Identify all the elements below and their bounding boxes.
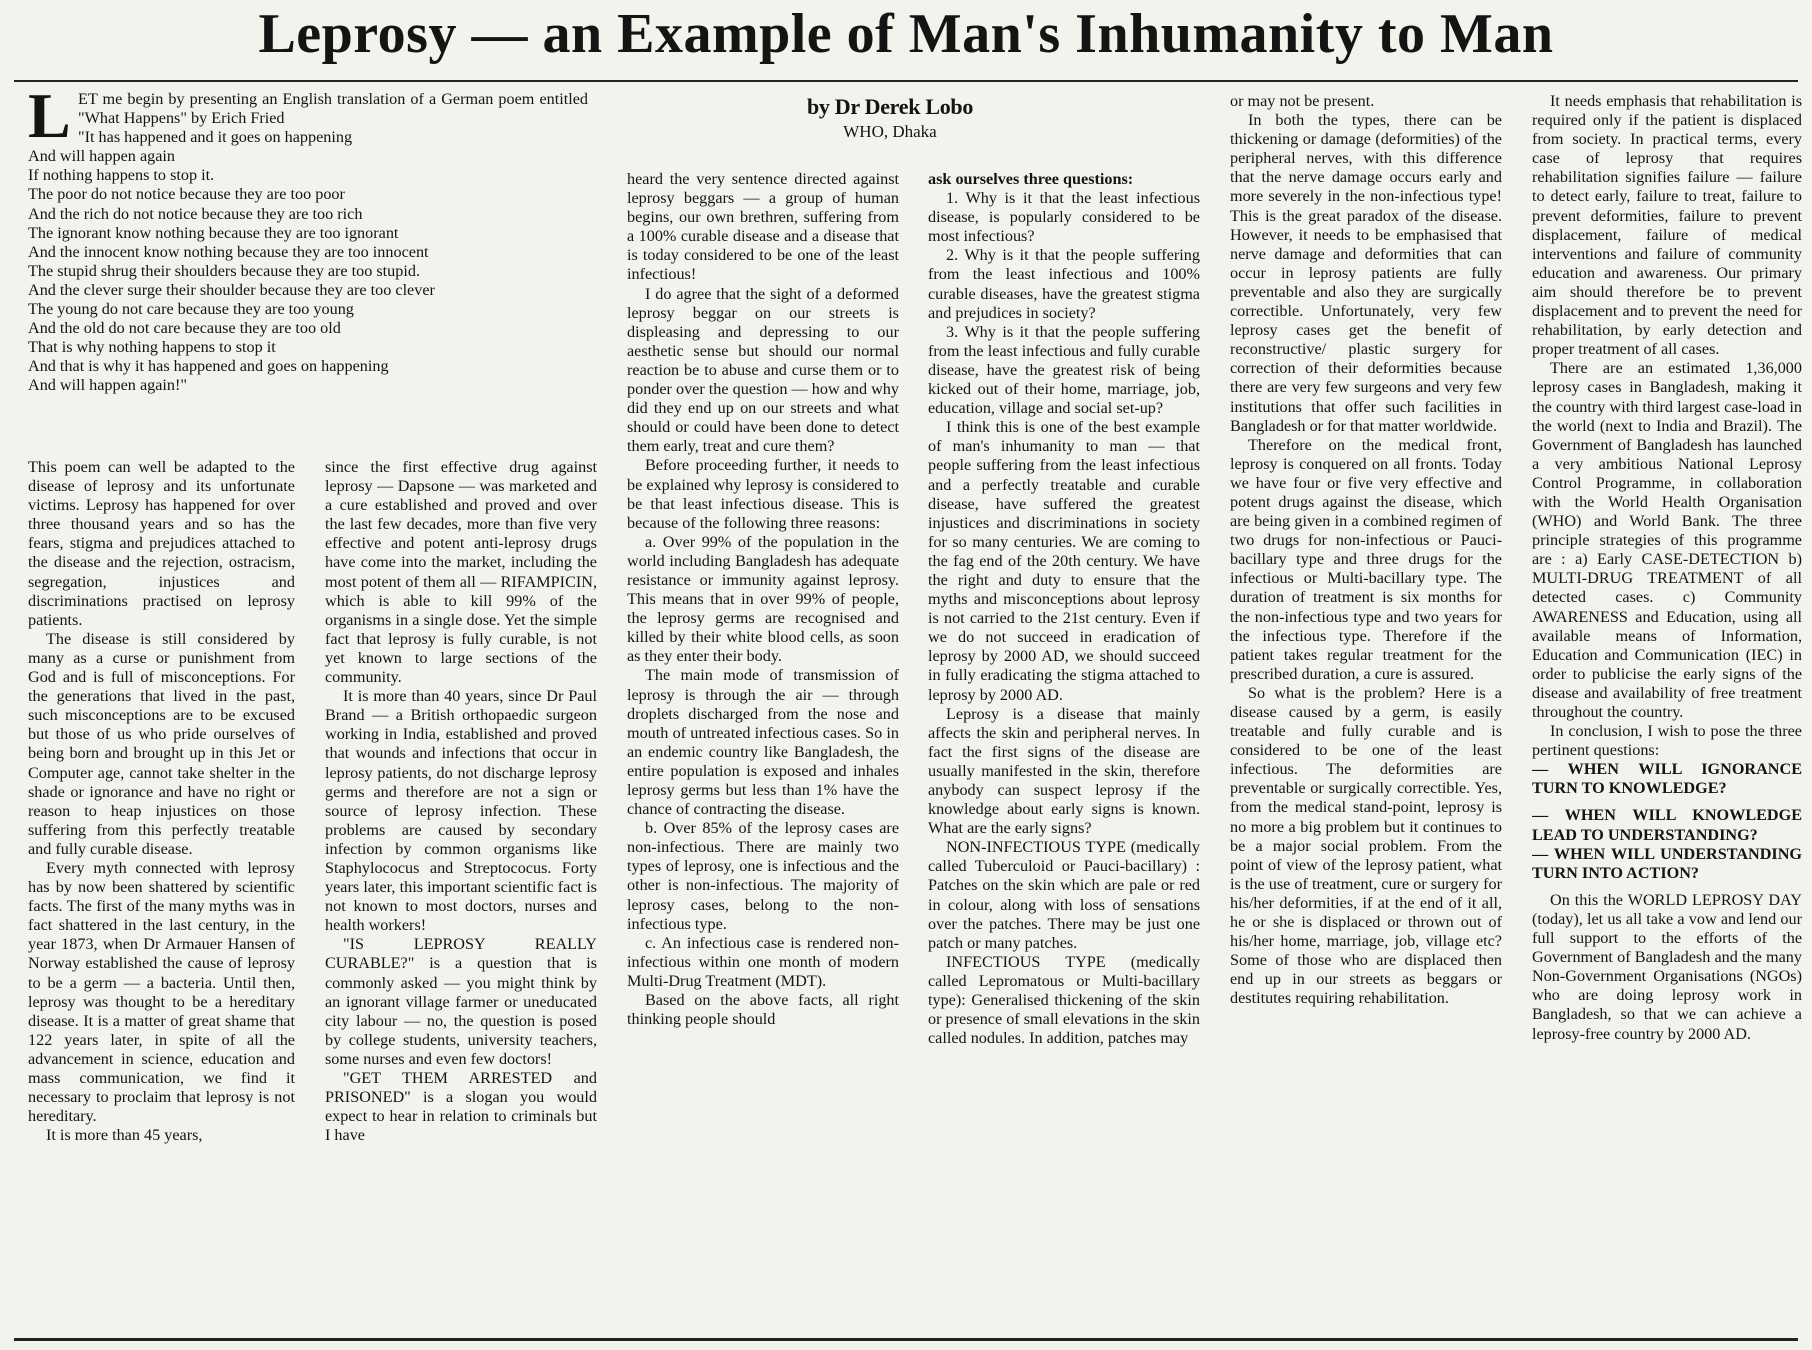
column-3 [627,170,899,1338]
paragraph: Based on the above facts, all right thinking people should [627,991,899,1029]
poem-line: And the old do not care because they are too old [28,319,341,338]
paragraph: 2. Why is it that the people suffering from the least infectious and 100% curable diseases, have the greatest stigma and prejudices in society? [928,246,1200,322]
paragraph: b. Over 85% of the leprosy cases are non-infectious. There are mainly two types of leprosy, one is infectious and the other is non-infectious. The majority of leprosy cases, belong to the non-infectious type. [627,819,899,933]
paragraph: 1. Why is it that the least infectious disease, is popularly considered to be most infectious? [928,189,1200,246]
poem-line: And the innocent know nothing because they are too innocent [28,242,429,261]
paragraph: There are an estimated 1,36,000 leprosy cases in Bangladesh, making it the country with third largest case-load in the world (next to India and Brazil). The Government of Bangladesh has launched a very ambitious National Leprosy Control Programme, in collaboration with the World Health Organisation (WHO) and World Bank. The three principle strategies of this programme are : a) Early CASE-DETECTION b) MULTI-DRUG TREATMENT of all detected cases. c) Community AWARENESS and Education, using all available means of Information, Education and Communication (IEC) in order to publicise the early signs of the disease and availability of free treatment throughout the country. [1532,359,1802,721]
poem-line: The young do not care because they are too young [28,300,354,319]
poem-line: And will happen again!" [28,376,187,395]
poem-lines [28,128,588,395]
paragraph: Every myth connected with leprosy has by now been shattered by scientific facts. The first of the many myths was in fact shattered in the last century, in the year 1873, when Dr Armauer Hansen of Norway established the cause of leprosy to be a germ — a bacteria. Until then, leprosy was thought to be a hereditary disease. It is a matter of great shame that 122 years later, in spite of all the advancement in science, education and mass communication, we find it necessary to proclaim that leprosy is not hereditary. [28,858,295,1126]
paragraph: "GET THEM ARRESTED and PRISONED" is a slogan you would expect to hear in relation to criminals but I have [325,1069,597,1145]
bottom-rule [14,1338,1798,1341]
poem-line: The stupid shrug their shoulders because they are too stupid. [28,261,421,280]
paragraph: or may not be present. [1230,92,1375,110]
paragraph: In conclusion, I wish to pose the three pertinent questions: [1532,722,1802,760]
poem-line: "It has happened and it goes on happening [78,128,353,147]
paragraph: The main mode of transmission of leprosy is through the air — through droplets discharged from the nose and mouth of untreated infectious cases. So in an endemic country like Bangladesh, the entire population is exposed and inhales leprosy germs but less than 1% have the chance of contracting the disease. [627,666,899,819]
paragraph: NON-INFECTIOUS TYPE (medically called Tuberculoid or Pauci-bacillary) : Patches on the skin which are pale or red in colour, along with loss of sensations over the patches. There may be just one patch or many patches. [928,838,1200,952]
paragraph: c. An infectious case is rendered non-infectious within one month of modern Multi-Drug Treatment (MDT). [627,933,899,990]
poem-line: And the rich do not notice because they are too rich [28,204,363,223]
paragraph: I do agree that the sight of a deformed leprosy beggar on our streets is displeasing and depressing to our aesthetic sense but should our normal reaction be to abuse and curse them or to ponder over the question — how and why did they end up on our streets and what should or could have been done to detect them early, treat and cure them? [627,284,899,456]
top-rule [14,80,1798,82]
poem-line: The poor do not notice because they are too poor [28,185,345,204]
paragraph: It is more than 45 years, [46,1126,203,1145]
question-line: — WHEN WILL UNDERSTANDING TURN INTO ACTION? [1532,844,1802,882]
poem-line: And the clever surge their shoulder because they are too clever [28,280,435,299]
paragraph: This poem can well be adapted to the disease of leprosy and its unfortunate victims. Leprosy has happened for over three thousand years and so has the fears, stigma and prejudices attached to the disease and the rejection, ostracism, segregation, injustices and discriminations practised on leprosy patients. [28,458,295,629]
paragraph: The disease is still considered by many as a curse or punishment from God and is full of misconceptions. For the generations that lived in the past, such misconceptions are to be excused but those of us who pride ourselves of being born and brought up in this Jet or Computer age, cannot take shelter in the shade or ignorance and have no right or reason to heap injustices on those suffering from this perfectly treatable and fully curable disease. [28,629,295,858]
drop-cap: L [28,80,71,151]
paragraph: "IS LEPROSY REALLY CURABLE?" is a question that is commonly asked — you might think by an ignorant village farmer or uneducated city labour — no, the question is posed by college students, university teachers, some nurses and even few doctors! [325,935,597,1068]
paragraph: Before proceeding further, it needs to be explained why leprosy is considered to be that least infectious disease. This is because of the following three reasons: [627,456,899,532]
paragraph: heard the very sentence directed against leprosy beggars — a group of human begins, our own brethren, suffering from a 100% curable disease and a disease that is today considered to be one of the least infectious! [627,170,899,284]
question-line: — WHEN WILL KNOWLEDGE LEAD TO UNDERSTANDING? [1532,806,1802,844]
poem-line: And will happen again [28,147,175,166]
headline: Leprosy — an Example of Man's Inhumanity to Man [258,3,1554,65]
column-4 [928,170,1200,1338]
paragraph: Leprosy is a disease that mainly affects the skin and peripheral nerves. In fact the first signs of the disease are usually manifested in the skin, therefore anybody can suspect leprosy if the knowledge about early signs is known. What are the early signs? [928,704,1200,838]
column-2 [325,458,597,1338]
paragraph: It needs emphasis that rehabilitation is required only if the patient is displaced from society. In practical terms, every case of leprosy that requires rehabilitation signifies failure — failure to detect early, failure to treat, failure to prevent deformities, failure to prevent displacement, failure of medical interventions and failure of community education and awareness. Our primary aim should therefore be to prevent displacement and to prevent the need for rehabilitation, by early detection and proper treatment of all cases. [1532,92,1802,359]
paragraph: Therefore on the medical front, leprosy is conquered on all fronts. Today we have four or five very effective and potent drugs against the disease, which are being given in a combined regimen of two drugs for non-infectious or Pauci-bacillary type and three drugs for the infectious or Multi-bacillary type. The duration of treatment is six months for the non-infectious type and two years for the infectious type. Therefore if the patient takes regular treatment for the prescribed duration, a cure is assured. [1230,435,1502,683]
paragraph: since the first effective drug against leprosy — Dapsone — was marketed and a cure established and proved and over the last few decades, more than five very effective and potent anti-leprosy drugs have come into the market, including the most potent of them all — RIFAMPICIN, which is able to kill 99% of the organisms in a single dose. Yet the simple fact that leprosy is fully curable, is not yet known to large sections of the community. [325,458,597,687]
paragraph: It is more than 40 years, since Dr Paul Brand — a British orthopaedic surgeon working in India, established and proved that wounds and infections that occur in leprosy patients, do not discharge leprosy germs and therefore are not a sign or source of leprosy infection. These problems are caused by secondary infection by common organisms like Staphylococus and Streptococus. Forty years later, this important scientific fact is not known to most doctors, nurses and health workers! [325,687,597,935]
paragraph: So what is the problem? Here is a disease caused by a germ, is easily treatable and fully curable and is considered to be one of the least infectious. The deformities are preventable or surgically correctible. Yes, from the medical stand-point, leprosy is no more a big problem but it continues to be a major social problem. From the point of view of the leprosy patient, what is the use of treatment, cure or surgery for his/her deformities, if at the end of it all, he or she is displaced or thrown out of his/her home, marriage, job, village etc? Some of those who are displaced then end up in our streets as beggars or destitutes requiring rehabilitation. [1230,683,1502,1008]
poem-line: If nothing happens to stop it. [28,166,215,185]
paragraph: In both the types, there can be thickening or damage (deformities) of the peripheral nerves, with this difference that the nerve damage occurs early and more severely in the non-infectious type! This is the great paradox of the disease. However, it needs to be emphasised that nerve damage and deformities that can occur in leprosy patients are fully preventable and also they are surgically correctible. Unfortunately, very few leprosy cases get the benefit of reconstructive/ plastic surgery for correction of their deformities because there are very few surgeons and very few institutions that offer such facilities in Bangladesh or for that matter worldwide. [1230,111,1502,435]
column-1 [28,458,295,1338]
poem-intro: ET me begin by presenting an English translation of a German poem entitled "What Happens" by Erich Fried [78,90,588,128]
paragraph: On this the WORLD LEPROSY DAY (today), let us all take a vow and lend our full support to the efforts of the Government of Bangladesh and the many Non-Government Organisations (NGOs) who are doing leprosy work in Bangladesh, so that we can achieve a leprosy-free country by 2000 AD. [1532,890,1802,1043]
poem-line: The ignorant know nothing because they are too ignorant [28,223,399,242]
column-6 [1532,92,1802,1338]
column-5 [1230,92,1502,1338]
paragraph: I think this is one of the best example of man's inhumanity to man — that people suffering from the least infectious and a perfectly treatable and curable disease, have suffered the greatest injustices and discriminations in society for so many centuries. We are coming to the fag end of the 20th century. We have the right and duty to ensure that the myths and misconceptions about leprosy is not carried to the 21st century. Even if we do not succeed in eradication of leprosy by 2000 AD, we should succeed in fully eradicating the stigma attached to leprosy by 2000 AD. [928,418,1200,704]
poem-line: And that is why it has happened and goes on happening [28,357,389,376]
poem-line: That is why nothing happens to stop it [28,338,276,357]
paragraph: a. Over 99% of the population in the world including Bangladesh has adequate resistance or immunity against leprosy. This means that in over 99% of people, the leprosy germs are recognised and killed by their white blood cells, as soon as they enter their body. [627,532,899,666]
question-line: — WHEN WILL IGNORANCE TURN TO KNOWLEDGE? [1532,760,1802,798]
paragraph: 3. Why is it that the people suffering from the least infectious and fully curable disease, have the greatest risk of being kicked out of their home, marriage, job, education, village and social set-up? [928,322,1200,418]
byline: by Dr Derek Lobo [806,94,974,119]
paragraph: INFECTIOUS TYPE (medically called Lepromatous or Multi-bacillary type): Generalised thickening of the skin or presence of small elevations in the skin called nodules. In addition, patches may [928,952,1200,1048]
poem-block [28,90,588,396]
author-affiliation: WHO, Dhaka [843,122,937,141]
paragraph: ask ourselves three questions: [928,170,1134,188]
